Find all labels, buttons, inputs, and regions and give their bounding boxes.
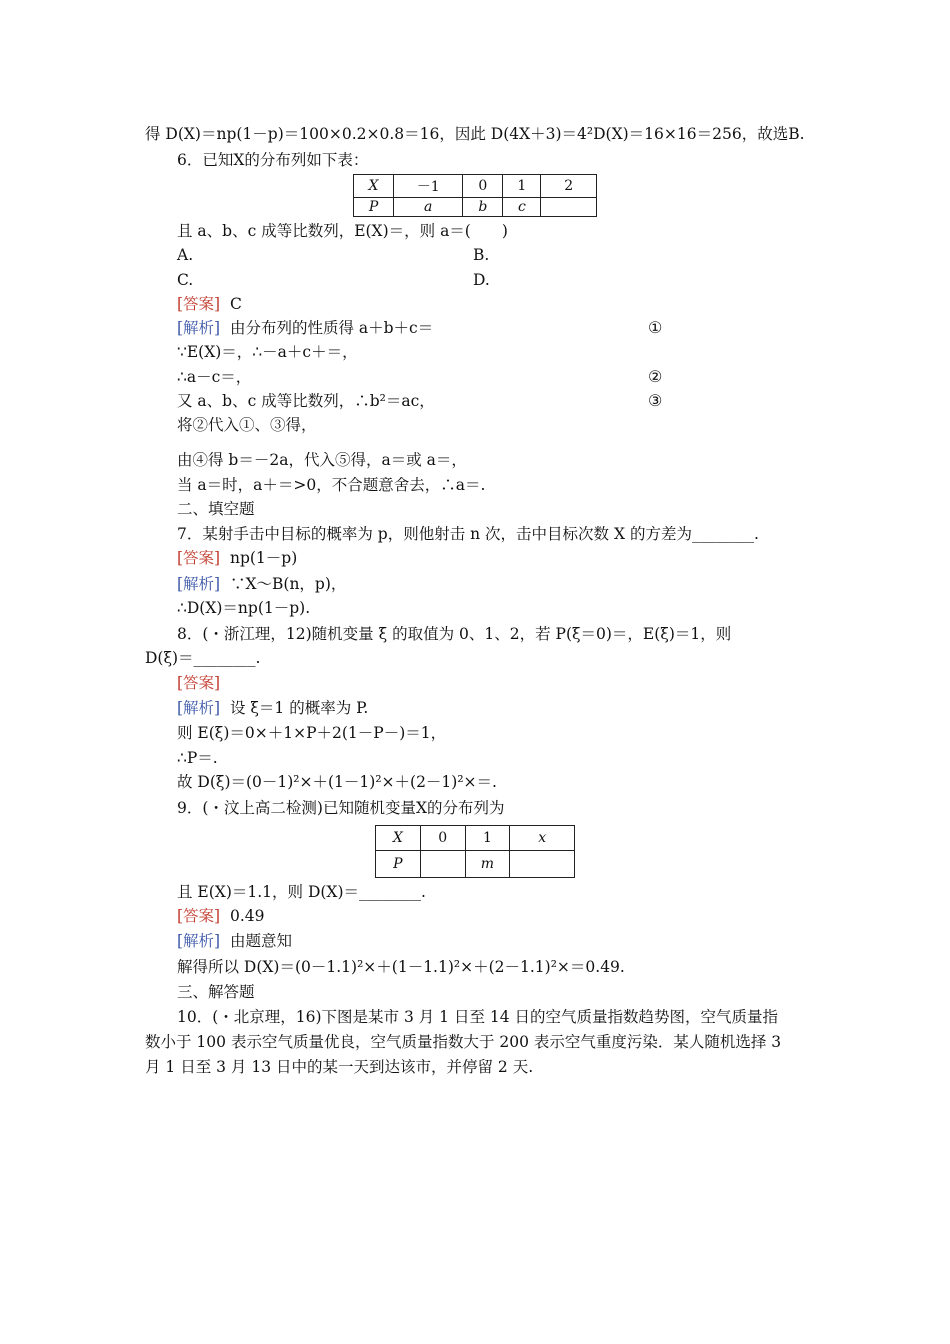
table-cell: m (465, 851, 510, 878)
answer-line (177, 548, 297, 568)
option-c: C. (177, 271, 194, 289)
table-cell: 1 (503, 175, 541, 198)
answer-value: 0.49 (229, 907, 265, 925)
table-cell: P (376, 851, 421, 878)
text-line: ∵E(X)＝，∴－a＋c＋＝， (177, 343, 358, 361)
answer-value: C (229, 295, 242, 313)
equation-marker-3: ③ (648, 391, 663, 410)
text-line: 解得所以 D(X)＝(0－1.1)²×＋(1－1.1)²×＋(2－1.1)²×＝0.49. (177, 958, 625, 976)
answer-tag: [答案] (177, 295, 221, 313)
analysis-text: 由分布列的性质得 a＋b＋c＝ (229, 319, 434, 337)
distribution-table-9 (375, 825, 575, 878)
question-8: 8．(・浙江理，12)随机变量 ξ 的取值为 0、1、2，若 P(ξ＝0)＝，E(ξ)＝1，则 (177, 625, 732, 643)
table-cell: 0 (420, 826, 465, 851)
question-10: 10．(・北京理，16)下图是某市 3 月 1 日至 14 日的空气质量指数趋势图，空气质量指 (177, 1008, 779, 1026)
table-cell: X (354, 175, 394, 198)
analysis-text: 由题意知 (229, 932, 292, 950)
answer-value: np(1－p) (229, 549, 298, 567)
question-6-title: 6．已知X的分布列如下表： (177, 151, 369, 169)
table-cell: 1 (465, 826, 510, 851)
table-cell: X (376, 826, 421, 851)
table-cell: 0 (463, 175, 503, 198)
table-cell (541, 198, 597, 217)
table-cell: c (503, 198, 541, 217)
text-line: ∴P＝. (177, 749, 218, 767)
table-cell: x (510, 826, 575, 851)
question-7: 7．某射手击中目标的概率为 p，则他射击 n 次，击中目标次数 X 的方差为________. (177, 525, 759, 543)
text-line: 得 D(X)＝np(1－p)＝100×0.2×0.8＝16，因此 D(4X＋3)＝4²D(X)＝16×16＝256，故选B. (145, 125, 805, 143)
answer-tag: [答案] (177, 674, 221, 692)
answer-tag: [答案] (177, 907, 221, 925)
text-line: 当 a＝时，a＋＝>0，不合题意舍去，∴a＝. (177, 476, 486, 494)
analysis-tag: [解析] (177, 932, 221, 950)
answer-line (177, 294, 242, 314)
analysis-tag: [解析] (177, 575, 221, 593)
distribution-table-6 (353, 174, 597, 217)
section-heading: 二、填空题 (177, 500, 255, 518)
analysis-text: 设 ξ＝1 的概率为 P. (229, 699, 369, 717)
equation-marker-2: ② (648, 367, 663, 386)
text-line: 故 D(ξ)＝(0－1)²×＋(1－1)²×＋(2－1)²×＝. (177, 773, 497, 791)
analysis-tag: [解析] (177, 319, 221, 337)
section-heading: 三、解答题 (177, 983, 255, 1001)
table-cell: a (394, 198, 463, 217)
answer-line (177, 673, 220, 693)
analysis-line (177, 931, 292, 951)
text-line: ∴D(X)＝np(1－p). (177, 599, 311, 617)
table-cell: 2 (541, 175, 597, 198)
answer-line (177, 906, 264, 926)
analysis-line (177, 698, 368, 718)
table-cell: P (354, 198, 394, 217)
text-line: 又 a、b、c 成等比数列，∴b²＝ac， (177, 392, 435, 410)
option-a: A. (177, 246, 194, 264)
question-8-cont: D(ξ)＝________. (145, 649, 261, 667)
analysis-text: ∵X～B(n，p)， (229, 575, 347, 593)
text-line: ∴a－c＝， (177, 368, 252, 386)
option-d: D. (473, 271, 490, 289)
text-line: 则 E(ξ)＝0×＋1×P＋2(1－P－)＝1， (177, 724, 447, 742)
analysis-tag: [解析] (177, 699, 221, 717)
question-10-cont: 数小于 100 表示空气质量优良，空气质量指数大于 200 表示空气重度污染．某人随机选择 3 (145, 1033, 782, 1051)
analysis-line (177, 318, 433, 338)
table-cell (510, 851, 575, 878)
table-cell: －1 (394, 175, 463, 198)
answer-tag: [答案] (177, 549, 221, 567)
question-9: 9．(・汶上高二检测)已知随机变量X的分布列为 (177, 799, 505, 817)
text-line: 由④得 b＝－2a，代入⑤得，a＝或 a＝， (177, 451, 467, 469)
question-10-cont: 月 1 日至 3 月 13 日中的某一天到达该市，并停留 2 天. (145, 1058, 534, 1076)
text-line: 将②代入①、③得， (177, 416, 317, 434)
analysis-line (177, 574, 346, 594)
text-line: 且 E(X)＝1.1，则 D(X)＝________. (177, 883, 426, 901)
option-b: B. (473, 246, 490, 264)
text-line: 且 a、b、c 成等比数列，E(X)＝，则 a＝( ) (177, 222, 508, 240)
equation-marker-1: ① (648, 318, 663, 337)
table-cell (420, 851, 465, 878)
table-cell: b (463, 198, 503, 217)
